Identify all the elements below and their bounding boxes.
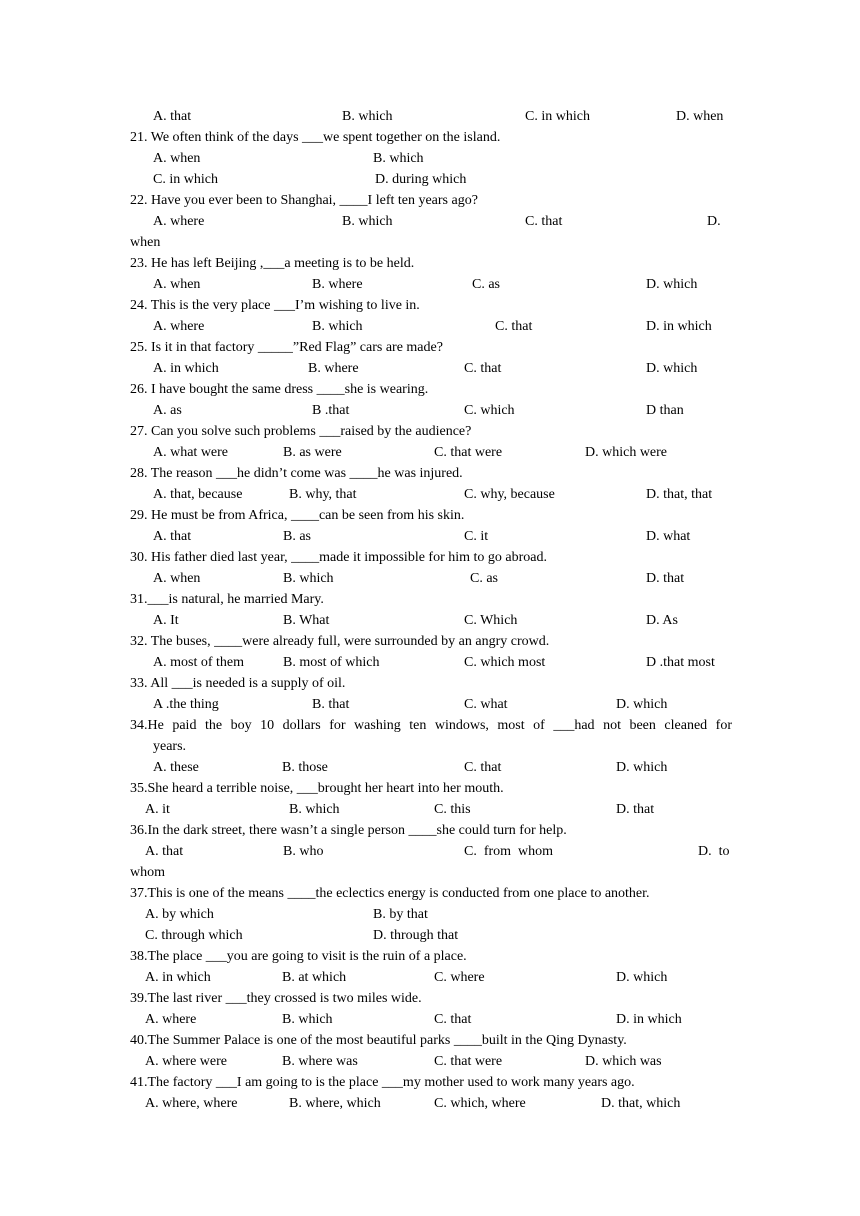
question-stem: 27. Can you solve such problems ___raised by the audience?: [130, 424, 472, 439]
answer-option-d: D. which: [616, 760, 668, 775]
answer-option-d: D. which: [646, 277, 698, 292]
answer-option-a: A. that: [153, 529, 192, 544]
question-stem: 21. We often think of the days ___we spent together on the island.: [130, 130, 501, 145]
answer-option-d: D. during which: [375, 172, 467, 187]
answer-option-a: A. when: [153, 277, 201, 292]
answer-option-c: C. that: [525, 214, 563, 229]
answer-option-c: C. where: [434, 970, 485, 985]
answer-option-c: C. that were: [434, 1054, 503, 1069]
answer-option-c: C. what: [464, 697, 508, 712]
answer-option-c: C. it: [464, 529, 489, 544]
answer-option-b: B .that: [312, 403, 350, 418]
question-stem: 39.The last river ___they crossed is two miles wide.: [130, 991, 422, 1006]
answer-option-a: A. most of them: [153, 655, 244, 670]
answer-option-a: A. that: [153, 109, 192, 124]
question-stem: 35.She heard a terrible noise, ___brought her heart into her mouth.: [130, 781, 504, 796]
answer-option-b: B. where was: [282, 1054, 358, 1069]
answer-option-d: D. which was: [585, 1054, 662, 1069]
answer-option-d: D. that, that: [646, 487, 713, 502]
answer-option-d: D. in which: [616, 1012, 682, 1027]
answer-option-c: C. which: [464, 403, 515, 418]
answer-option-a: A. what were: [153, 445, 229, 460]
question-stem: 30. His father died last year, ____made it impossible for him to go abroad.: [130, 550, 548, 565]
answer-option-b: B. which: [342, 109, 393, 124]
answer-option-b: B. who: [283, 844, 324, 859]
answer-option-a: A. that: [145, 844, 184, 859]
answer-option-a: A. when: [153, 151, 201, 166]
question-stem: 31.___is natural, he married Mary.: [130, 592, 324, 607]
answer-option-d: D. which: [616, 697, 668, 712]
answer-option-b: B. which: [373, 151, 424, 166]
answer-option-d: D. when: [676, 109, 724, 124]
answer-option-c: C. from whom: [464, 844, 554, 859]
answer-option-a: A. it: [145, 802, 170, 817]
answer-option-b: B. which: [283, 571, 334, 586]
question-stem: 36.In the dark street, there wasn’t a single person ____she could turn for help.: [130, 823, 567, 838]
answer-option-c: C. that were: [434, 445, 503, 460]
answer-option-b: B. most of which: [283, 655, 380, 670]
question-stem: 24. This is the very place ___I’m wishing to live in.: [130, 298, 420, 313]
answer-option-a: A. as: [153, 403, 182, 418]
answer-option-c: C. in which: [525, 109, 590, 124]
answer-option-c: C. why, because: [464, 487, 555, 502]
answer-option-c: C. that: [495, 319, 533, 334]
answer-option-a: A. where: [153, 214, 205, 229]
answer-option-a: A. these: [153, 760, 199, 775]
answer-option-d: D. what: [646, 529, 691, 544]
answer-option-b: B. which: [282, 1012, 333, 1027]
answer-option-b: B. those: [282, 760, 328, 775]
answer-option-c: C. Which: [464, 613, 518, 628]
answer-option-b: B. which: [312, 319, 363, 334]
answer-option-a: A. that, because: [153, 487, 243, 502]
answer-option-c: C. this: [434, 802, 471, 817]
line-continuation: when: [130, 235, 161, 250]
answer-option-d: D.: [707, 214, 721, 229]
answer-option-d: D than: [646, 403, 684, 418]
answer-option-b: B. by that: [373, 907, 428, 922]
answer-option-d: D. that: [646, 571, 685, 586]
answer-option-a: A. where, where: [145, 1096, 238, 1111]
question-stem: 25. Is it in that factory _____”Red Flag” cars are made?: [130, 340, 443, 355]
answer-option-b: B. where: [312, 277, 363, 292]
answer-option-d: D. to: [698, 844, 730, 859]
question-stem: 34.He paid the boy 10 dollars for washing ten windows, most of ___had not been cleaned for: [130, 718, 732, 733]
answer-option-c: C. as: [472, 277, 500, 292]
answer-option-d: D. which: [646, 361, 698, 376]
answer-option-b: B. What: [283, 613, 330, 628]
answer-option-a: A. where: [153, 319, 205, 334]
answer-option-c: C. which most: [464, 655, 546, 670]
answer-option-b: B. which: [342, 214, 393, 229]
question-stem: 32. The buses, ____were already full, were surrounded by an angry crowd.: [130, 634, 550, 649]
answer-option-c: C. which, where: [434, 1096, 526, 1111]
line-continuation: whom: [130, 865, 165, 880]
answer-option-d: D .that most: [646, 655, 715, 670]
answer-option-b: B. which: [289, 802, 340, 817]
answer-option-d: D. which: [616, 970, 668, 985]
answer-option-d: D. through that: [373, 928, 459, 943]
answer-option-a: A. in which: [145, 970, 211, 985]
line-continuation: years.: [153, 739, 187, 754]
answer-option-d: D. which were: [585, 445, 668, 460]
answer-option-b: B. that: [312, 697, 350, 712]
answer-option-c: C. in which: [153, 172, 218, 187]
answer-option-d: D. that, which: [601, 1096, 681, 1111]
question-stem: 33. All ___is needed is a supply of oil.: [130, 676, 346, 691]
answer-option-d: D. that: [616, 802, 655, 817]
answer-option-c: C. through which: [145, 928, 243, 943]
question-stem: 37.This is one of the means ____the eclectics energy is conducted from one place to another.: [130, 886, 650, 901]
answer-option-a: A. when: [153, 571, 201, 586]
answer-option-b: B. where, which: [289, 1096, 381, 1111]
answer-option-c: C. that: [434, 1012, 472, 1027]
answer-option-a: A. where were: [145, 1054, 228, 1069]
question-stem: 26. I have bought the same dress ____she is wearing.: [130, 382, 429, 397]
answer-option-b: B. where: [308, 361, 359, 376]
question-stem: 28. The reason ___he didn’t come was ____he was injured.: [130, 466, 463, 481]
answer-option-a: A. It: [153, 613, 179, 628]
answer-option-d: D. in which: [646, 319, 712, 334]
question-stem: 22. Have you ever been to Shanghai, ____I left ten years ago?: [130, 193, 478, 208]
answer-option-d: D. As: [646, 613, 678, 628]
answer-option-c: C. that: [464, 361, 502, 376]
question-stem: 23. He has left Beijing ,___a meeting is to be held.: [130, 256, 415, 271]
answer-option-a: A. where: [145, 1012, 197, 1027]
answer-option-a: A. in which: [153, 361, 219, 376]
question-stem: 41.The factory ___I am going to is the place ___my mother used to work many years ago.: [130, 1075, 635, 1090]
answer-option-b: B. as: [283, 529, 311, 544]
answer-option-a: A .the thing: [153, 697, 219, 712]
question-stem: 29. He must be from Africa, ____can be seen from his skin.: [130, 508, 465, 523]
answer-option-c: C. as: [470, 571, 498, 586]
answer-option-a: A. by which: [145, 907, 214, 922]
answer-option-c: C. that: [464, 760, 502, 775]
question-stem: 40.The Summer Palace is one of the most beautiful parks ____built in the Qing Dynasty.: [130, 1033, 627, 1048]
answer-option-b: B. as were: [283, 445, 342, 460]
answer-option-b: B. at which: [282, 970, 347, 985]
question-stem: 38.The place ___you are going to visit is the ruin of a place.: [130, 949, 467, 964]
answer-option-b: B. why, that: [289, 487, 357, 502]
